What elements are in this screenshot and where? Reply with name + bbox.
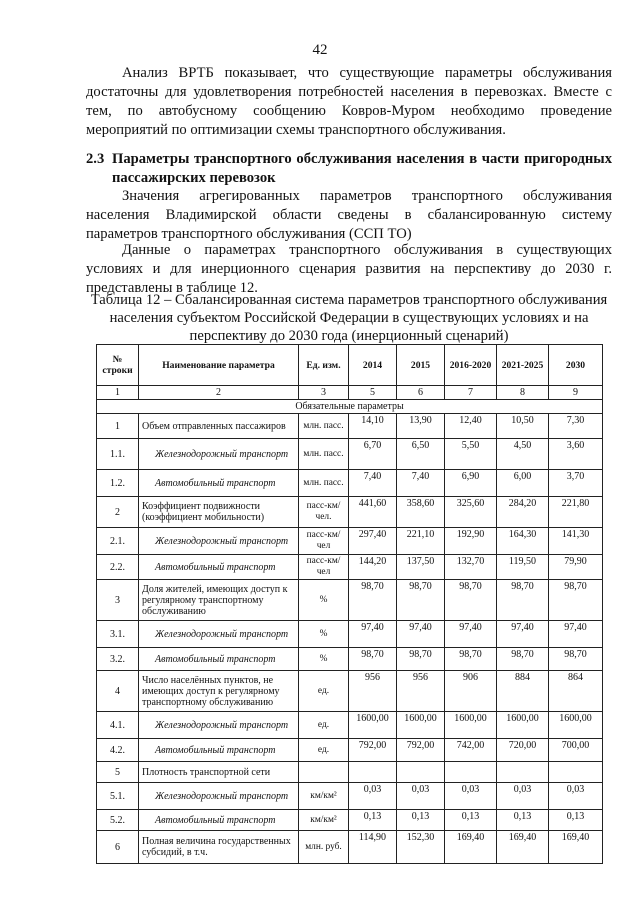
unit-cell: пасс-км/чел: [299, 528, 349, 555]
value-cell: 98,70: [397, 648, 445, 671]
value-cell: 6,90: [445, 470, 497, 497]
value-cell: 98,70: [349, 648, 397, 671]
value-cell: 1600,00: [445, 712, 497, 739]
row-number-cell: 6: [97, 831, 139, 864]
value-cell: 169,40: [497, 831, 549, 864]
value-cell: 7,40: [397, 470, 445, 497]
table-row: [97, 783, 603, 810]
header-parameter-name: Наименование параметра: [139, 345, 299, 386]
table-row: [97, 528, 603, 555]
row-number-cell: 2.2.: [97, 555, 139, 580]
value-cell: 1600,00: [497, 712, 549, 739]
unit-cell: [299, 762, 349, 783]
unit-cell: пасс-км/чел: [299, 555, 349, 580]
value-cell: 6,00: [497, 470, 549, 497]
parameter-name-cell: Железнодорожный транспорт: [139, 621, 299, 648]
table-row: [97, 470, 603, 497]
unit-cell: %: [299, 648, 349, 671]
value-cell: 10,50: [497, 414, 549, 439]
table-row: [97, 712, 603, 739]
row-number-cell: 5.2.: [97, 810, 139, 831]
unit-cell: пасс-км/чел.: [299, 497, 349, 528]
value-cell: 14,10: [349, 414, 397, 439]
row-number-cell: 5.1.: [97, 783, 139, 810]
header-row-number: № строки: [97, 345, 139, 386]
unit-cell: ед.: [299, 712, 349, 739]
value-cell: 358,60: [397, 497, 445, 528]
section-row: [97, 400, 603, 414]
value-cell: 97,40: [549, 621, 603, 648]
value-cell: 97,40: [497, 621, 549, 648]
value-cell: 137,50: [397, 555, 445, 580]
parameter-name-cell: Коэффициент подвижности (коэффициент мобильности): [139, 497, 299, 528]
value-cell: 12,40: [445, 414, 497, 439]
table-row: [97, 831, 603, 864]
row-number-cell: 2: [97, 497, 139, 528]
unit-cell: км/км²: [299, 783, 349, 810]
value-cell: 97,40: [445, 621, 497, 648]
value-cell: 97,40: [397, 621, 445, 648]
value-cell: 4,50: [497, 439, 549, 470]
section-number: 2.3: [86, 151, 105, 167]
header-2030: 2030: [549, 345, 603, 386]
row-number-cell: 3.1.: [97, 621, 139, 648]
value-cell: 221,10: [397, 528, 445, 555]
parameter-name-cell: Доля жителей, имеющих доступ к регулярному транспортному обслуживанию: [139, 580, 299, 621]
table-row: [97, 648, 603, 671]
parameters-table: [96, 344, 603, 864]
value-cell: 742,00: [445, 739, 497, 762]
table-row: [97, 439, 603, 470]
value-cell: 141,30: [549, 528, 603, 555]
value-cell: 13,90: [397, 414, 445, 439]
value-cell: 3,60: [549, 439, 603, 470]
value-cell: 1600,00: [549, 712, 603, 739]
row-number-cell: 2.1.: [97, 528, 139, 555]
section-heading: [86, 150, 612, 188]
index-cell: 6: [397, 386, 445, 400]
row-number-cell: 1.2.: [97, 470, 139, 497]
table-row: [97, 414, 603, 439]
value-cell: 297,40: [349, 528, 397, 555]
parameter-name-cell: Автомобильный транспорт: [139, 648, 299, 671]
value-cell: 0,13: [397, 810, 445, 831]
value-cell: 884: [497, 671, 549, 712]
table-row: [97, 671, 603, 712]
value-cell: 906: [445, 671, 497, 712]
unit-cell: млн. пасс.: [299, 470, 349, 497]
value-cell: [445, 762, 497, 783]
parameter-name-cell: Автомобильный транспорт: [139, 810, 299, 831]
value-cell: 221,80: [549, 497, 603, 528]
parameter-name-cell: Железнодорожный транспорт: [139, 439, 299, 470]
value-cell: 98,70: [497, 580, 549, 621]
value-cell: 792,00: [397, 739, 445, 762]
header-2014: 2014: [349, 345, 397, 386]
table-row: [97, 621, 603, 648]
unit-cell: млн. руб.: [299, 831, 349, 864]
page-number: 42: [312, 42, 328, 58]
parameter-name-cell: Плотность транспортной сети: [139, 762, 299, 783]
value-cell: 441,60: [349, 497, 397, 528]
value-cell: 0,03: [397, 783, 445, 810]
header-2016-2020: 2016-2020: [445, 345, 497, 386]
index-cell: 3: [299, 386, 349, 400]
row-number-cell: 1.1.: [97, 439, 139, 470]
value-cell: 0,03: [549, 783, 603, 810]
row-number-cell: 1: [97, 414, 139, 439]
value-cell: [397, 762, 445, 783]
value-cell: 98,70: [349, 580, 397, 621]
value-cell: 98,70: [445, 580, 497, 621]
value-cell: 132,70: [445, 555, 497, 580]
value-cell: 1600,00: [397, 712, 445, 739]
value-cell: 0,13: [349, 810, 397, 831]
value-cell: 6,50: [397, 439, 445, 470]
index-cell: 7: [445, 386, 497, 400]
value-cell: 864: [549, 671, 603, 712]
value-cell: 169,40: [549, 831, 603, 864]
unit-cell: млн. пасс.: [299, 439, 349, 470]
unit-cell: %: [299, 580, 349, 621]
table-header-row: [97, 345, 603, 386]
value-cell: 98,70: [549, 580, 603, 621]
value-cell: 119,50: [497, 555, 549, 580]
intro-paragraph: Анализ ВРТБ показывает, что существующие параметры обслуживания достаточны для удовлетворения потребностей населения в перевозках. Вместе с тем, по автобусному сообщению Ковров-Муром необходимо проведение мероприятий по оптимизации схемы транспортного обслуживания.: [86, 65, 612, 138]
parameter-name-cell: Объем отправленных пассажиров: [139, 414, 299, 439]
paragraph-data: Данные о параметрах транспортного обслуживания в существующих условиях и для инерционного сценария развития на перспективу до 2030 г. представлены в таблице 12.: [86, 242, 612, 296]
table-row: [97, 497, 603, 528]
value-cell: [497, 762, 549, 783]
row-number-cell: 4: [97, 671, 139, 712]
row-number-cell: 5: [97, 762, 139, 783]
unit-cell: ед.: [299, 671, 349, 712]
unit-cell: ед.: [299, 739, 349, 762]
value-cell: [349, 762, 397, 783]
unit-cell: %: [299, 621, 349, 648]
value-cell: 0,03: [445, 783, 497, 810]
row-number-cell: 4.1.: [97, 712, 139, 739]
value-cell: 144,20: [349, 555, 397, 580]
value-cell: 956: [397, 671, 445, 712]
value-cell: 0,13: [549, 810, 603, 831]
value-cell: 0,13: [497, 810, 549, 831]
value-cell: 0,13: [445, 810, 497, 831]
index-cell: 2: [139, 386, 299, 400]
table-row: [97, 555, 603, 580]
value-cell: 6,70: [349, 439, 397, 470]
parameter-name-cell: Железнодорожный транспорт: [139, 783, 299, 810]
table-row: [97, 580, 603, 621]
header-2021-2025: 2021-2025: [497, 345, 549, 386]
unit-cell: млн. пасс.: [299, 414, 349, 439]
value-cell: 720,00: [497, 739, 549, 762]
value-cell: 7,40: [349, 470, 397, 497]
parameter-name-cell: Железнодорожный транспорт: [139, 712, 299, 739]
unit-cell: км/км²: [299, 810, 349, 831]
table-row: [97, 739, 603, 762]
value-cell: 0,03: [349, 783, 397, 810]
index-cell: 5: [349, 386, 397, 400]
row-number-cell: 3: [97, 580, 139, 621]
parameter-name-cell: Железнодорожный транспорт: [139, 528, 299, 555]
section-label: Обязательные параметры: [97, 400, 603, 414]
parameter-name-cell: Автомобильный транспорт: [139, 470, 299, 497]
value-cell: 325,60: [445, 497, 497, 528]
value-cell: 0,03: [497, 783, 549, 810]
parameter-name-cell: Автомобильный транспорт: [139, 739, 299, 762]
paragraph-ssp: Значения агрегированных параметров транспортного обслуживания населения Владимирской области сведены в сбалансированную систему параметров транспортного обслуживания (ССП ТО): [86, 188, 612, 242]
header-2015: 2015: [397, 345, 445, 386]
value-cell: 169,40: [445, 831, 497, 864]
value-cell: 98,70: [397, 580, 445, 621]
index-cell: 1: [97, 386, 139, 400]
column-index-row: [97, 386, 603, 400]
row-number-cell: 4.2.: [97, 739, 139, 762]
header-unit: Ед. изм.: [299, 345, 349, 386]
value-cell: 792,00: [349, 739, 397, 762]
row-number-cell: 3.2.: [97, 648, 139, 671]
value-cell: 284,20: [497, 497, 549, 528]
table-caption: Таблица 12 – Сбалансированная система параметров транспортного обслуживания населения субъектом Российской Федерации в существующих условиях и на перспективу до 2030 года (инерционный сценарий): [90, 292, 608, 344]
value-cell: 97,40: [349, 621, 397, 648]
value-cell: 956: [349, 671, 397, 712]
value-cell: 98,70: [549, 648, 603, 671]
index-cell: 8: [497, 386, 549, 400]
value-cell: 164,30: [497, 528, 549, 555]
value-cell: 1600,00: [349, 712, 397, 739]
parameter-name-cell: Число населённых пунктов, не имеющих доступ к регулярному транспортному обслуживанию: [139, 671, 299, 712]
value-cell: 7,30: [549, 414, 603, 439]
value-cell: 114,90: [349, 831, 397, 864]
parameter-name-cell: Полная величина государственных субсидий, в т.ч.: [139, 831, 299, 864]
value-cell: 192,90: [445, 528, 497, 555]
index-cell: 9: [549, 386, 603, 400]
value-cell: 152,30: [397, 831, 445, 864]
parameter-name-cell: Автомобильный транспорт: [139, 555, 299, 580]
value-cell: 98,70: [497, 648, 549, 671]
table-row: [97, 810, 603, 831]
value-cell: [549, 762, 603, 783]
value-cell: 3,70: [549, 470, 603, 497]
value-cell: 79,90: [549, 555, 603, 580]
value-cell: 700,00: [549, 739, 603, 762]
section-title: Параметры транспортного обслуживания населения в части пригородных пассажирских перевозок: [112, 151, 612, 186]
value-cell: 5,50: [445, 439, 497, 470]
value-cell: 98,70: [445, 648, 497, 671]
table-row: [97, 762, 603, 783]
